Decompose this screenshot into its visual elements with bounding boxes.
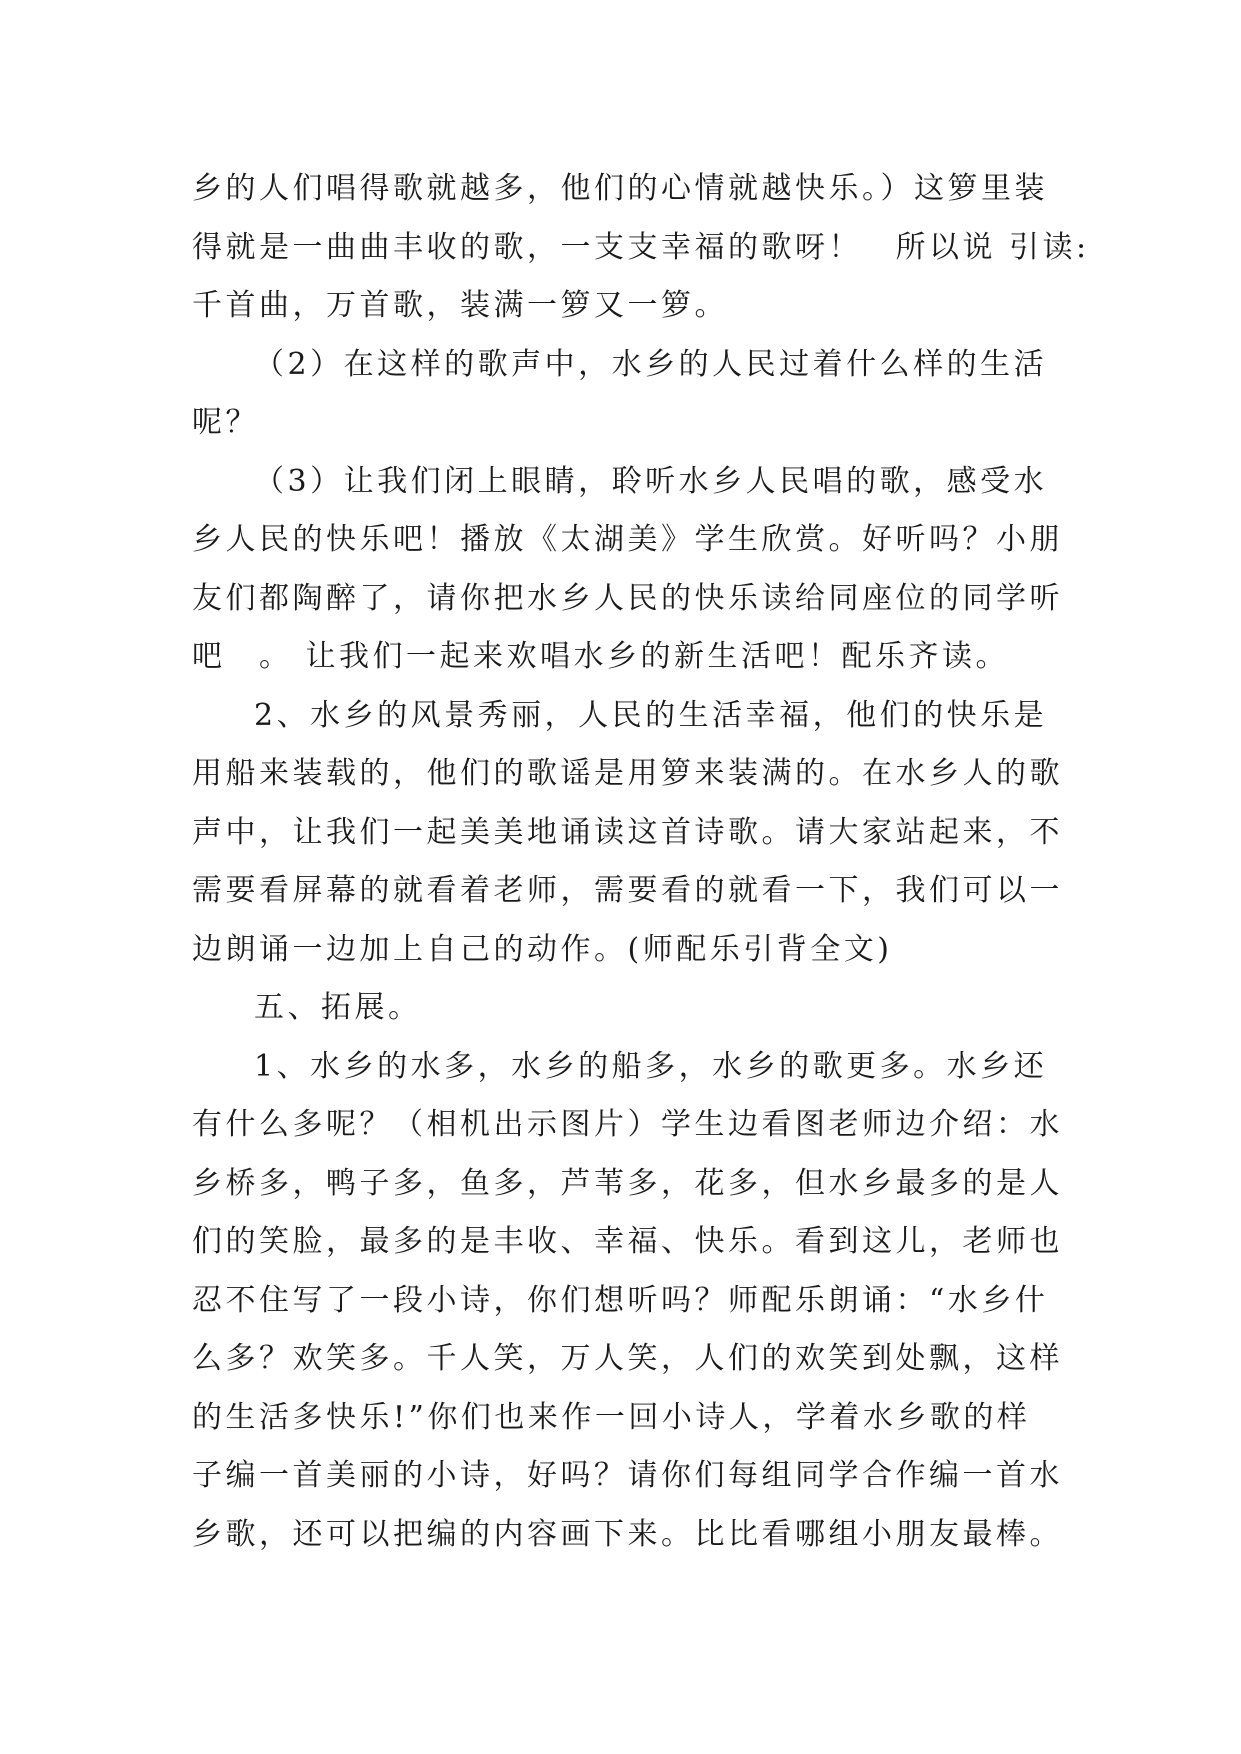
text-line: 用船来装载的，他们的歌谣是用箩来装满的。在水乡人的歌: [192, 756, 1063, 791]
text-line: 得就是一曲曲丰收的歌，一支支幸福的歌呀！ 所以说 引读:: [192, 229, 1090, 265]
text-line: （3）让我们闭上眼睛，聆听水乡人民唱的歌，感受水: [254, 463, 1048, 499]
text-line: 的生活多快乐!”你们也来作一回小诗人，学着水乡歌的样: [192, 1399, 1031, 1435]
text-line: （2）在这样的歌声中，水乡的人民过着什么样的生活: [254, 346, 1048, 382]
text-line: 乡歌，还可以把编的内容画下来。比比看哪组小朋友最棒。: [192, 1516, 1063, 1552]
document-body: [192, 160, 1090, 1564]
text-line: 呢？: [192, 405, 259, 440]
text-line: 有什么多呢？（相机出示图片）学生边看图老师边介绍：水: [192, 1107, 1063, 1142]
section-heading: 五、拓展。: [254, 990, 422, 1025]
text-line: 声中，让我们一起美美地诵读这首诗歌。请大家站起来，不: [192, 814, 1063, 850]
text-line: 们的笑脸，最多的是丰收、幸福、快乐。看到这儿，老师也: [192, 1224, 1063, 1259]
text-line: 乡桥多，鸭子多，鱼多，芦苇多，花多，但水乡最多的是人: [192, 1165, 1063, 1201]
text-line: 边朗诵一边加上自己的动作。(师配乐引背全文): [192, 931, 893, 967]
text-line: 吧 。 让我们一起来欢唱水乡的新生活吧！配乐齐读。: [192, 639, 1010, 674]
text-line: 2、水乡的风景秀丽，人民的生活幸福，他们的快乐是: [254, 697, 1048, 733]
text-line: 子编一首美丽的小诗，好吗？请你们每组同学合作编一首水: [192, 1458, 1063, 1493]
text-line: 乡人民的快乐吧！播放《太湖美》学生欣赏。好听吗？小朋: [192, 522, 1063, 557]
text-line: 乡的人们唱得歌就越多，他们的心情就越快乐。）这箩里装: [192, 171, 1048, 206]
text-line: 么多？欢笑多。千人笑，万人笑，人们的欢笑到处飘，这样: [192, 1341, 1063, 1376]
text-line: 忍不住写了一段小诗，你们想听吗？师配乐朗诵：“水乡什: [192, 1282, 1049, 1318]
text-line: 千首曲，万首歌，装满一箩又一箩。: [192, 288, 728, 323]
text-line: 1、水乡的水多，水乡的船多，水乡的歌更多。水乡还: [254, 1048, 1048, 1084]
text-line: 需要看屏幕的就看着老师，需要看的就看一下，我们可以一: [192, 873, 1063, 908]
text-line: 友们都陶醉了，请你把水乡人民的快乐读给同座位的同学听: [192, 580, 1063, 616]
